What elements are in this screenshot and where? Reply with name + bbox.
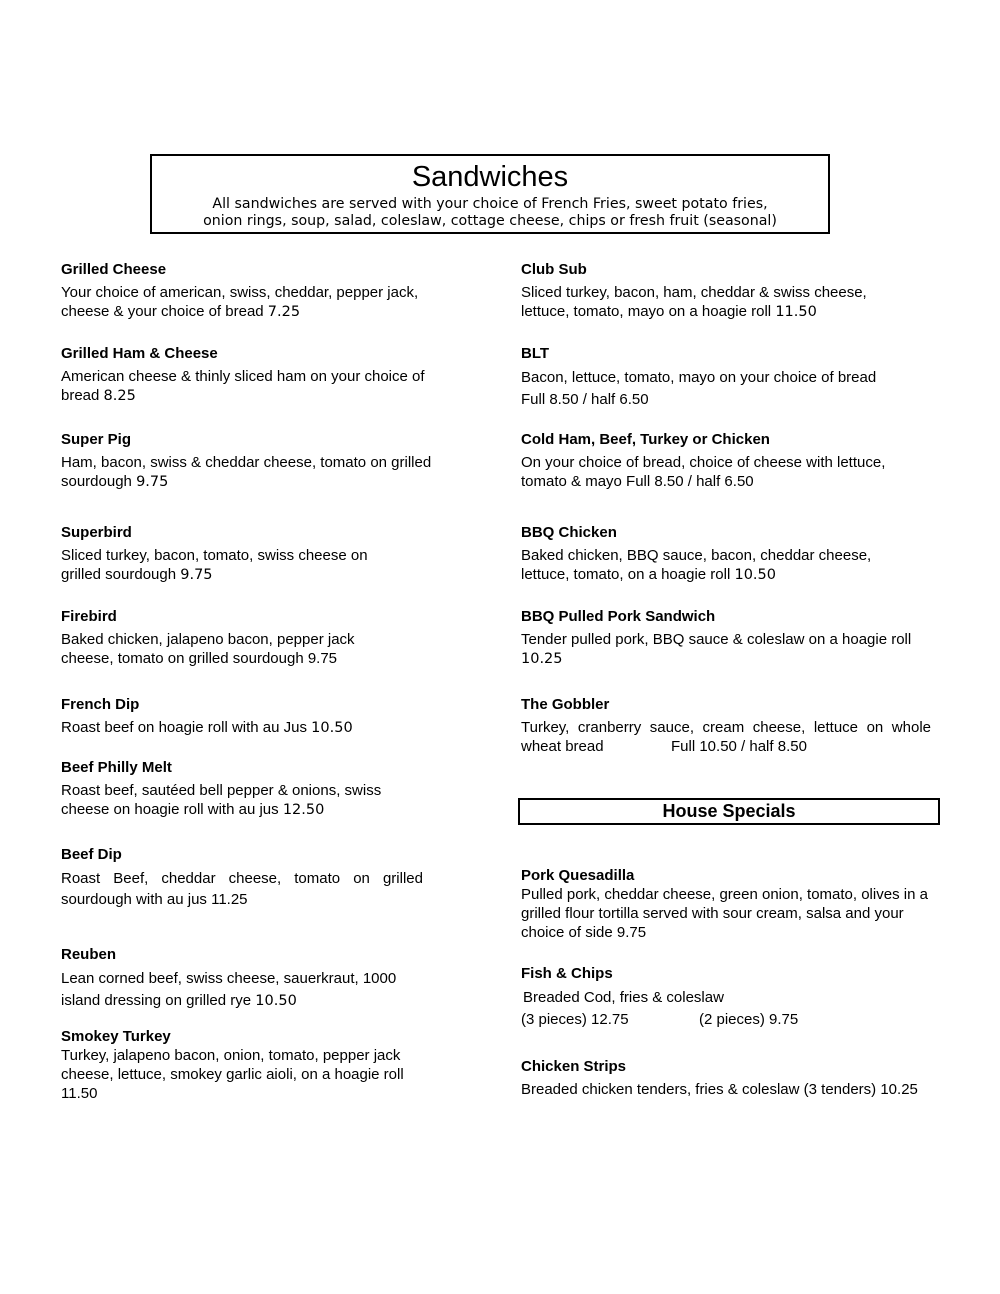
item-desc-text: Sliced turkey, bacon, tomato, swiss cheese on grilled sourdough (61, 547, 368, 583)
item-description: Pulled pork, cheddar cheese, green onion, tomato, olives in a grilled flour tortilla served with sour cream, salsa and your choice of side 9.75 (521, 886, 928, 941)
page-title: Sandwiches (411, 161, 569, 193)
item-name: Beef Dip (61, 846, 122, 863)
menu-item-cold-ham-beef-turkey-chicken (521, 431, 926, 491)
item-name: BBQ Pulled Pork Sandwich (521, 608, 716, 625)
item-description: Baked chicken, jalapeno bacon, pepper jack cheese, tomato on grilled sourdough 9.75 (61, 631, 355, 667)
item-desc-text: Ham, bacon, swiss & cheddar cheese, tomato on grilled sourdough (61, 454, 432, 490)
item-description (521, 367, 941, 411)
menu-item-club-sub (521, 261, 911, 322)
item-desc-text: Bacon, lettuce, tomato, mayo on your choice of bread (521, 369, 877, 386)
item-price: 10.50 (255, 993, 297, 1009)
item-name: Reuben (61, 946, 117, 963)
item-description: Breaded chicken tenders, fries & coleslaw (3 tenders) 10.25 (521, 1081, 918, 1098)
item-price: 10.50 (311, 720, 353, 736)
menu-item-super-pig (61, 431, 441, 492)
item-description: Roast Beef, cheddar cheese, tomato on grilled sourdough with au jus 11.25 (61, 870, 423, 908)
item-price: 8.25 (103, 388, 136, 404)
item-price: 10.25 (521, 651, 563, 667)
menu-item-chicken-strips (521, 1058, 921, 1099)
menu-item-beef-dip (61, 846, 423, 910)
item-desc-text: Sliced turkey, bacon, ham, cheddar & swiss cheese, lettuce, tomato, mayo on a hoagie roll (521, 284, 867, 320)
item-description (521, 283, 911, 322)
item-name: Cold Ham, Beef, Turkey or Chicken (521, 431, 770, 448)
menu-item-grilled-cheese (61, 261, 441, 322)
item-name: BLT (521, 345, 550, 362)
item-description (521, 987, 941, 1031)
menu-item-fish-chips (521, 965, 941, 1031)
item-name: French Dip (61, 696, 140, 713)
item-price: 9.75 (136, 474, 169, 490)
sandwiches-header-box (150, 154, 830, 234)
item-description (61, 367, 441, 406)
header-subtitle (152, 196, 828, 230)
menu-item-firebird (61, 608, 401, 668)
menu-item-blt (521, 345, 941, 411)
item-desc-text: Your choice of american, swiss, cheddar, pepper jack, cheese & your choice of bread (61, 284, 419, 320)
item-description: On your choice of bread, choice of cheese with lettuce, tomato & mayo Full 8.50 / half 6.50 (521, 454, 886, 490)
item-description: Turkey, jalapeno bacon, onion, tomato, pepper jack cheese, lettuce, smokey garlic aioli, on a hoagie roll 11.50 (61, 1047, 404, 1102)
item-name: Smokey Turkey (61, 1028, 171, 1045)
item-description (61, 283, 441, 322)
menu-item-grilled-ham-cheese (61, 345, 441, 406)
item-name: Pork Quesadilla (521, 867, 635, 884)
subtitle-line-1: All sandwiches are served with your choice of French Fries, sweet potato fries, (212, 196, 768, 212)
menu-item-the-gobbler (521, 696, 931, 756)
item-description (521, 546, 911, 585)
item-name: Grilled Ham & Cheese (61, 345, 218, 362)
item-price: 10.50 (734, 567, 776, 583)
house-specials-header: House Specials (518, 798, 940, 825)
item-price: 7.25 (267, 304, 301, 320)
item-name: BBQ Chicken (521, 524, 617, 541)
item-price: 11.50 (775, 304, 817, 320)
menu-item-superbird (61, 524, 391, 585)
menu-item-bbq-pulled-pork (521, 608, 931, 669)
item-name: Fish & Chips (521, 965, 613, 982)
item-description (61, 546, 391, 585)
option-two-pieces: (2 pieces) 9.75 (699, 1011, 799, 1028)
item-name: Club Sub (521, 261, 587, 278)
item-name: Beef Philly Melt (61, 759, 172, 776)
item-name: The Gobbler (521, 696, 610, 713)
item-desc-text: Breaded Cod, fries & coleslaw (523, 989, 724, 1006)
menu-item-beef-philly-melt (61, 759, 421, 820)
option-three-pieces: (3 pieces) 12.75 (521, 1011, 629, 1028)
item-description (61, 718, 441, 738)
item-name: Chicken Strips (521, 1058, 627, 1075)
menu-item-french-dip (61, 696, 441, 738)
item-desc-text: Tender pulled pork, BBQ sauce & coleslaw on a hoagie roll (521, 631, 912, 648)
item-name: Superbird (61, 524, 132, 541)
item-price: 9.75 (180, 567, 213, 583)
menu-item-pork-quesadilla (521, 867, 936, 942)
item-price-options: Full 10.50 / half 8.50 (671, 738, 807, 755)
menu-item-bbq-chicken (521, 524, 911, 585)
item-price-options (521, 1009, 941, 1031)
item-desc-text: Roast beef, sautéed bell pepper & onions, swiss cheese on hoagie roll with au jus (61, 782, 382, 818)
menu-item-smokey-turkey (61, 1028, 406, 1103)
subtitle-line-2: onion rings, soup, salad, coleslaw, cottage cheese, chips or fresh fruit (seasonal) (203, 213, 777, 229)
item-name: Grilled Cheese (61, 261, 167, 278)
item-price-options: Full 8.50 / half 6.50 (521, 391, 649, 408)
item-description (521, 630, 931, 669)
item-desc-text: American cheese & thinly sliced ham on your choice of bread (61, 368, 425, 404)
item-description (61, 968, 431, 1012)
item-description (61, 781, 421, 820)
item-desc-text: Lean corned beef, swiss cheese, sauerkraut, 1000 island dressing on grilled rye (61, 970, 397, 1009)
item-description (521, 718, 931, 756)
item-name: Super Pig (61, 431, 132, 448)
item-desc-text: Turkey, cranberry sauce, cream cheese, lettuce on whole wheat bread (521, 719, 931, 755)
item-name: Firebird (61, 608, 117, 625)
item-price: 12.50 (282, 802, 325, 818)
menu-item-reuben (61, 946, 431, 1012)
item-desc-text: Baked chicken, BBQ sauce, bacon, cheddar cheese, lettuce, tomato, on a hoagie roll (521, 547, 872, 583)
item-description (61, 453, 441, 492)
item-desc-text: Roast beef on hoagie roll with au Jus (61, 719, 312, 736)
